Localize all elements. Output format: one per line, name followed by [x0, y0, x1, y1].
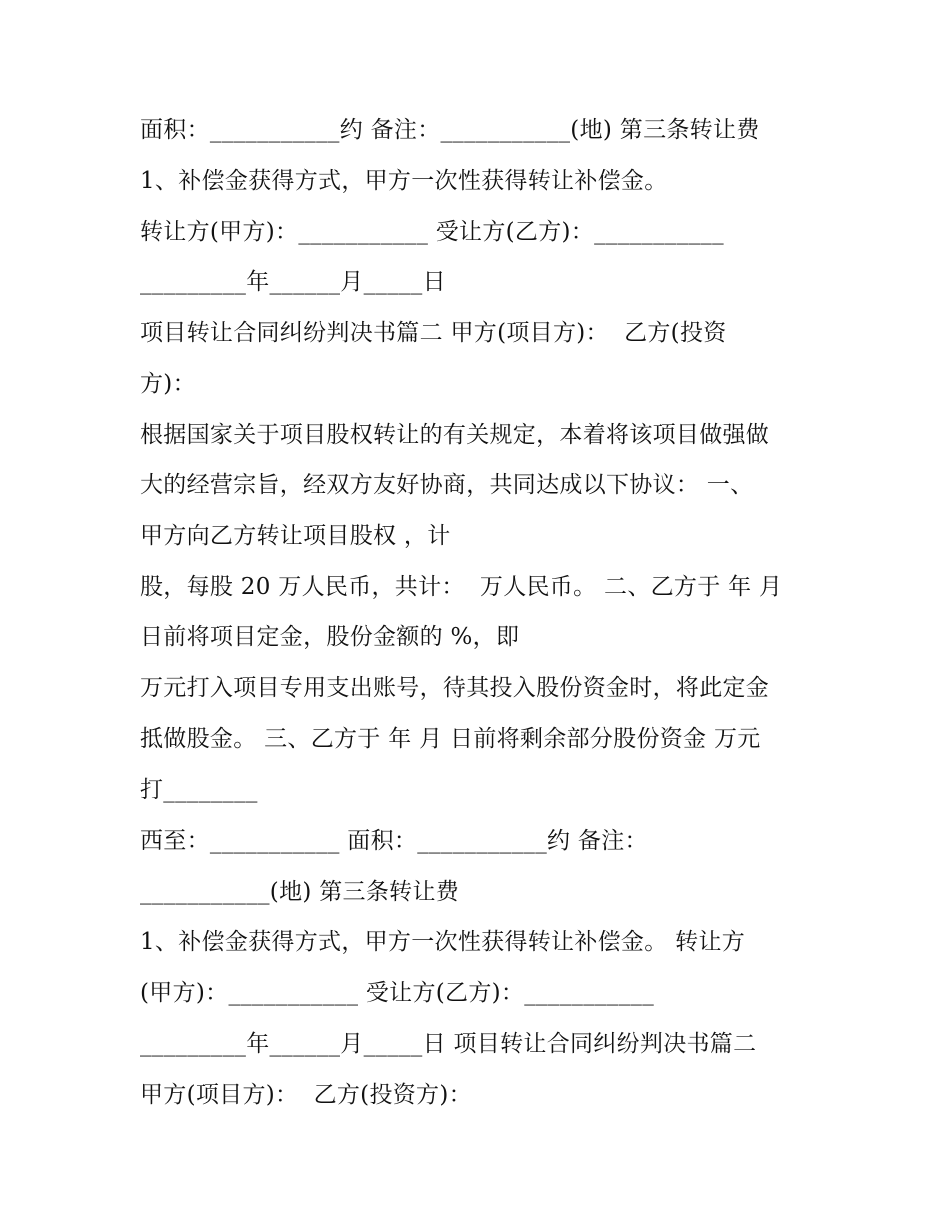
- text-line: ___________(地) 第三条转让费: [140, 879, 460, 905]
- text-line: 1、补偿金获得方式，甲方一次性获得转让补偿金。: [140, 168, 668, 194]
- text-line: 甲方(项目方)： 乙方(投资方)：: [140, 1082, 472, 1108]
- text-line: _________年______月_____日 项目转让合同纠纷判决书篇二: [140, 1031, 757, 1057]
- text-line: 1、补偿金获得方式，甲方一次性获得转让补偿金。 转让方: [140, 929, 746, 955]
- text-line: 万元打入项目专用支出账号，待其投入股份资金时，将此定金: [140, 675, 770, 701]
- text-line: 西至：___________ 面积：___________约 备注：: [140, 828, 648, 854]
- text-line: 股，每股 20 万人民币，共计： 万人民币。 二、乙方于 年 月: [140, 574, 783, 600]
- text-line: 项目转让合同纠纷判决书篇二 甲方(项目方)： 乙方(投资: [140, 320, 727, 346]
- text-line: 大的经营宗旨，经双方友好协商，共同达成以下协议： 一、: [140, 472, 754, 498]
- text-line: _________年______月_____日: [140, 269, 446, 295]
- text-line: 面积：___________约 备注：___________(地) 第三条转让费: [140, 117, 760, 143]
- text-line: 转让方(甲方)：___________ 受让方(乙方)：___________: [140, 219, 724, 245]
- text-line: (甲方)：___________ 受让方(乙方)：___________: [140, 980, 655, 1006]
- text-line: 抵做股金。 三、乙方于 年 月 日前将剩余部分股份资金 万元: [140, 726, 761, 752]
- text-line: 甲方向乙方转让项目股权 ，计: [140, 523, 451, 549]
- text-line: 方)：: [140, 371, 196, 397]
- text-line: 根据国家关于项目股权转让的有关规定，本着将该项目做强做: [140, 422, 770, 448]
- text-line: 日前将项目定金，股份金额的 %，即: [140, 624, 520, 650]
- text-line: 打________: [140, 777, 258, 803]
